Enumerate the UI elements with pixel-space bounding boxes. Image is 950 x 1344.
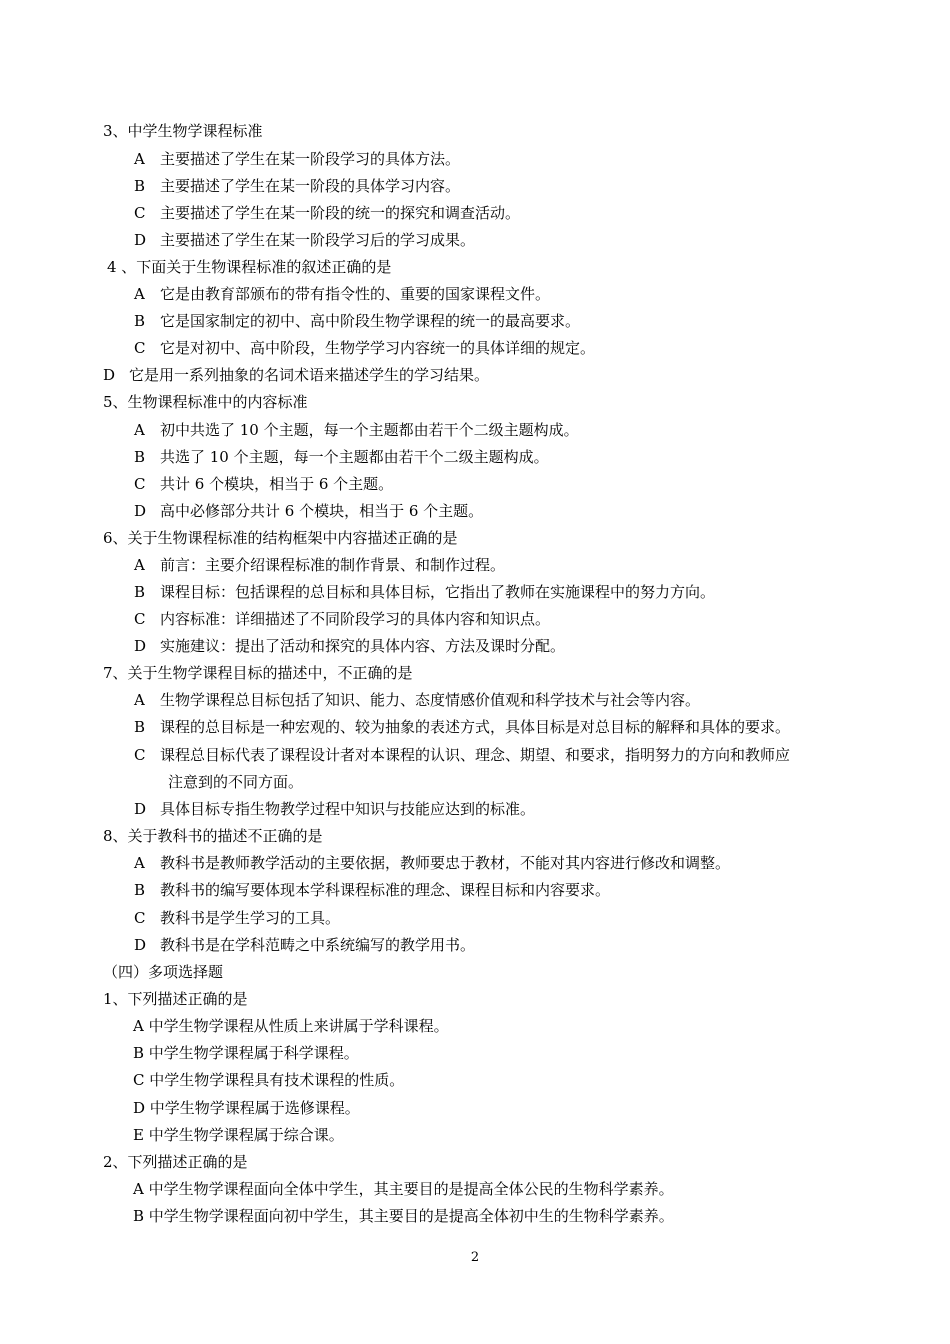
multi-question-1-option-b: B 中学生物学课程属于科学课程。	[133, 1044, 359, 1062]
question-6-option-b: B 课程目标：包括课程的总目标和具体目标，它指出了教师在实施课程中的努力方向。	[134, 583, 716, 601]
question-4-option-d: D 它是用一系列抽象的名词术语来描述学生的学习结果。	[103, 366, 490, 384]
question-4-option-a: A 它是由教育部颁布的带有指令性的、重要的国家课程文件。	[134, 285, 551, 303]
question-8-option-d: D 教科书是在学科范畴之中系统编写的教学用书。	[134, 936, 476, 954]
question-3-option-b: B 主要描述了学生在某一阶段的具体学习内容。	[134, 177, 461, 195]
question-5-option-a: A 初中共选了 10 个主题，每一个主题都由若干个二级主题构成。	[134, 421, 579, 439]
question-3-option-a: A 主要描述了学生在某一阶段学习的具体方法。	[134, 150, 461, 168]
question-5-option-d: D 高中必修部分共计 6 个模块，相当于 6 个主题。	[134, 502, 484, 520]
question-8-option-a: A 教科书是教师教学活动的主要依据，教师要忠于教材，不能对其内容进行修改和调整。	[134, 854, 731, 872]
question-3-title: 3、中学生物学课程标准	[103, 122, 263, 140]
question-4-option-b: B 它是国家制定的初中、高中阶段生物学课程的统一的最高要求。	[134, 312, 581, 330]
question-3-option-d: D 主要描述了学生在某一阶段学习后的学习成果。	[134, 231, 476, 249]
question-6-option-a: A 前言：主要介绍课程标准的制作背景、和制作过程。	[134, 556, 506, 574]
multi-question-1-option-a: A 中学生物学课程从性质上来讲属于学科课程。	[133, 1017, 449, 1035]
multi-question-2-title: 2、下列描述正确的是	[103, 1153, 248, 1171]
multi-question-1-option-c: C 中学生物学课程具有技术课程的性质。	[133, 1071, 405, 1089]
multi-question-2-option-b: B 中学生物学课程面向初中学生，其主要目的是提高全体初中生的生物科学素养。	[133, 1207, 674, 1225]
question-5-option-b: B 共选了 10 个主题，每一个主题都由若干个二级主题构成。	[134, 448, 549, 466]
question-5-option-c: C 共计 6 个模块，相当于 6 个主题。	[134, 475, 394, 493]
question-7-option-a: A 生物学课程总目标包括了知识、能力、态度情感价值观和科学技术与社会等内容。	[134, 691, 701, 709]
question-8-option-c: C 教科书是学生学习的工具。	[134, 909, 341, 927]
question-7-option-b: B 课程的总目标是一种宏观的、较为抽象的表述方式，具体目标是对总目标的解释和具体的要求。	[134, 718, 791, 736]
question-6-title: 6、关于生物课程标准的结构框架中内容描述正确的是	[103, 529, 458, 547]
question-8-title: 8、关于教科书的描述不正确的是	[103, 827, 323, 845]
question-7-title: 7、关于生物学课程目标的描述中，不正确的是	[103, 664, 413, 682]
question-4-option-c: C 它是对初中、高中阶段，生物学学习内容统一的具体详细的规定。	[134, 339, 596, 357]
multi-question-2-option-a: A 中学生物学课程面向全体中学生，其主要目的是提高全体公民的生物科学素养。	[133, 1180, 674, 1198]
question-7-option-c: C 课程总目标代表了课程设计者对本课程的认识、理念、期望、和要求，指明努力的方向和教师应	[134, 746, 791, 764]
question-4-title: 4 、下面关于生物课程标准的叙述正确的是	[107, 258, 392, 276]
page-number: 2	[470, 1250, 480, 1265]
question-7-option-c-continuation: 注意到的不同方面。	[168, 773, 304, 791]
section-title: （四）多项选择题	[103, 963, 224, 981]
question-5-title: 5、生物课程标准中的内容标准	[103, 393, 308, 411]
multi-question-1-option-d: D 中学生物学课程属于选修课程。	[133, 1099, 360, 1117]
question-6-option-d: D 实施建议：提出了活动和探究的具体内容、方法及课时分配。	[134, 637, 566, 655]
question-6-option-c: C 内容标准：详细描述了不同阶段学习的具体内容和知识点。	[134, 610, 551, 628]
question-3-option-c: C 主要描述了学生在某一阶段的统一的探究和调查活动。	[134, 204, 521, 222]
multi-question-1-option-e: E 中学生物学课程属于综合课。	[133, 1126, 344, 1144]
question-8-option-b: B 教科书的编写要体现本学科课程标准的理念、课程目标和内容要求。	[134, 881, 611, 899]
question-7-option-d: D 具体目标专指生物教学过程中知识与技能应达到的标准。	[134, 800, 536, 818]
multi-question-1-title: 1、下列描述正确的是	[103, 990, 248, 1008]
